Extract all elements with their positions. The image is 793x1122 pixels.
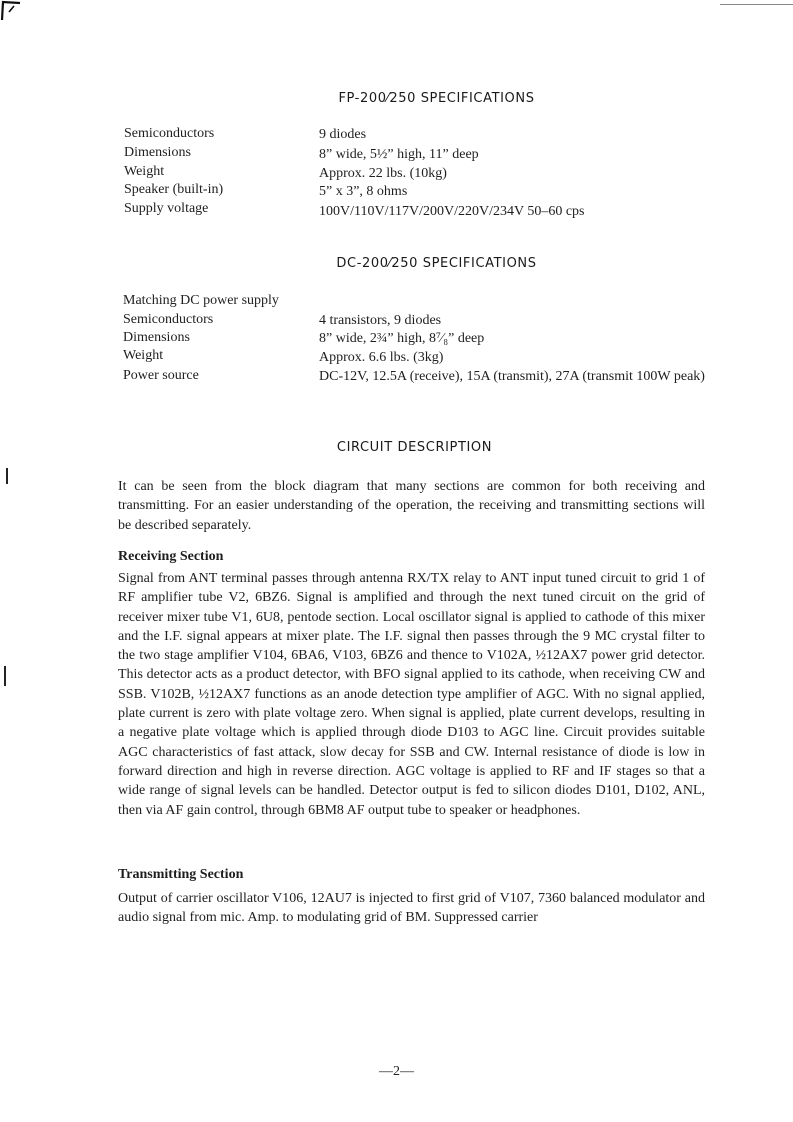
page-number: —2—: [379, 1064, 414, 1079]
dc-spec-value: DC-12V, 12.5A (receive), 15A (transmit), 27A (transmit 100W peak): [319, 369, 705, 384]
fp-specs-heading: FP-200⁄250 SPECIFICATIONS: [338, 91, 535, 106]
dc-matching-label: Matching DC power supply: [123, 293, 279, 308]
corner-mark: [0, 0, 22, 22]
circuit-heading: CIRCUIT DESCRIPTION: [336, 440, 493, 455]
dc-spec-label: Power source: [123, 368, 199, 383]
fp-spec-value: 100V/110V/117V/200V/220V/234V 50–60 cps: [319, 204, 585, 219]
fp-spec-value: 9 diodes: [319, 127, 367, 142]
margin-mark: [4, 666, 6, 686]
circuit-intro: It can be seen from the block diagram that many sections are common for both receiving and transmitting. For an easier understanding of the operation, the receiving and transmitting sections will be described separately.: [118, 479, 705, 533]
dc-spec-label: Semiconductors: [123, 312, 214, 327]
receiving-section-title: Receiving Section: [118, 549, 224, 564]
fp-spec-label: Semiconductors: [124, 126, 215, 141]
fp-spec-label: Supply voltage: [124, 201, 209, 216]
dc-spec-label: Dimensions: [123, 330, 190, 345]
dc-spec-value: Approx. 6.6 lbs. (3kg): [319, 350, 444, 365]
transmitting-section-body: Output of carrier oscillator V106, 12AU7 is injected to first grid of V107, 7360 balanced modulator and audio signal from mic. Amp. to modulating grid of BM. Suppressed carrier: [118, 891, 705, 926]
dc-specs-heading: DC-200⁄250 SPECIFICATIONS: [336, 256, 537, 271]
dc-spec-value: 4 transistors, 9 diodes: [319, 313, 442, 328]
fp-spec-value: 8” wide, 5½” high, 11” deep: [319, 147, 479, 162]
top-rule-mark: [720, 4, 793, 5]
fp-spec-label: Weight: [124, 164, 165, 179]
receiving-section-body: Signal from ANT terminal passes through antenna RX/TX relay to ANT input tuned circuit to grid 1 of RF amplifier tube V2, 6BZ6. Signal is amplified and through the next tuned circuit on the grid of receiver mixer tube V1, 6U8, pentode section. Local oscillator signal is applied to cathode of this mixer and the I.F. signal appears at mixer plate. The I.F. signal then passes through the 9 MC crystal filter to the two stage amplifier V104, 6BA6, V103, 6BZ6 and thence to V102A, ½12AX7 power grid detector. This detector acts as a product detector, with BFO signal applied to its cathode, when receiving CW and SSB. V102B, ½12AX7 functions as an anode detection type amplifier of AGC. With no signal applied, plate current is zero with plate voltage zero. When signal is applied, plate current develops, resulting in a negative plate voltage which is applied through diode D103 to AGC line. Circuit provides suitable AGC characteristics of fast attack, slow decay for SSB and CW. Internal resistance of diode is low in forward direction and high in reverse direction. AGC voltage is applied to RF and IF stages so that a wide range of signal levels can be handled. Detector output is fed to silicon diodes D101, D102, ANL, then via AF gain control, through 6BM8 AF output tube to speaker or headphones.: [118, 571, 705, 818]
fp-spec-label: Dimensions: [124, 145, 191, 160]
dc-spec-value: 8” wide, 2¾” high, 8⁷⁄₈” deep: [319, 331, 485, 346]
fp-spec-value: 5” x 3”, 8 ohms: [319, 184, 408, 199]
fp-spec-label: Speaker (built-in): [124, 182, 224, 197]
dc-spec-label: Weight: [123, 348, 164, 363]
margin-mark: [6, 468, 8, 484]
fp-spec-value: Approx. 22 lbs. (10kg): [319, 166, 447, 181]
transmitting-section-title: Transmitting Section: [118, 867, 244, 882]
